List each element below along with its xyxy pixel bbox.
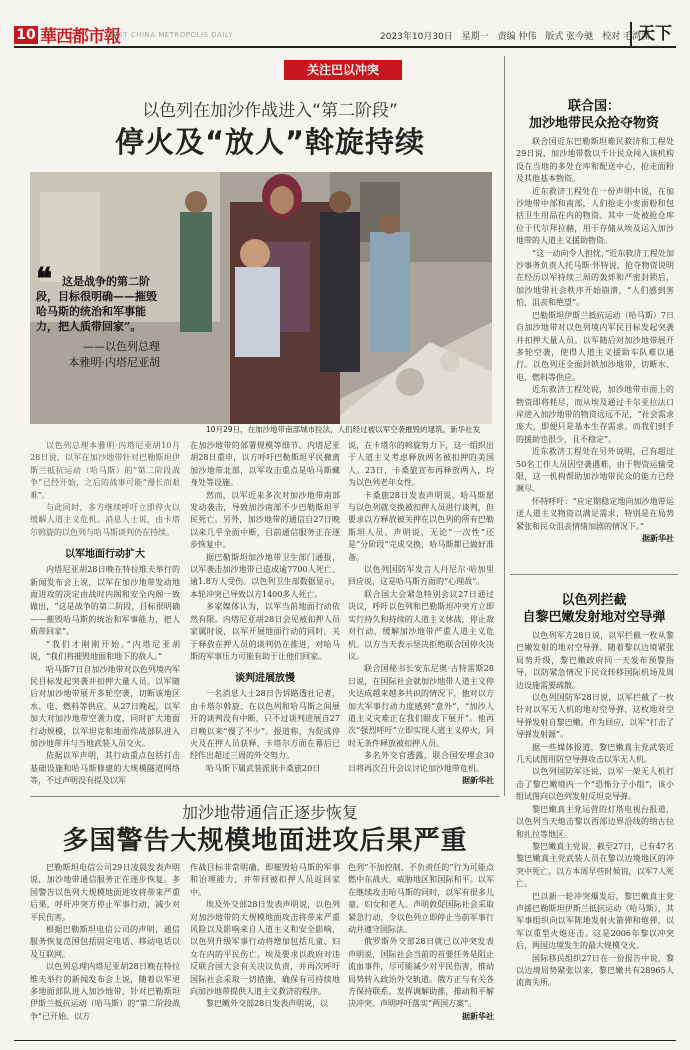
story2-source: 据新华社 [462,1011,494,1021]
paragraph: 根据巴勒斯坦电信公司的声明，通信服务恢复范围包括固定电话、移动电话以及互联网。 [30,925,180,959]
paragraph: “我们才刚刚开始。”内塔尼亚胡说，“我们将摧毁地面和地下的敌人。” [30,639,180,662]
photo-caption: 10月29日，在加沙地带南部城市拉法，人们经过被以军空袭摧毁的建筑。新华社发 [206,425,481,434]
pull-quote-attribution-2: 本雅明·内塔尼亚胡 [68,356,160,369]
paragraph: 哈马斯下属武装派别卡桑旅20日 [206,763,321,773]
story-r1-source: 据新华社 [642,534,674,543]
paragraph: 黎巴嫩真主党运营的灯塔电视台报道，以色列当天炮击黎以西部边界沿线的纳古拉和扎拉等地区。 [516,804,674,839]
paragraph: 以色列国防军发言人丹尼尔·哈加里回应说，这是哈马斯方面的“心理战”。 [348,565,494,587]
story1-subhead: 以色列在加沙作战进入“第二阶段” [142,101,398,121]
paragraph: 怀特呼吁：“应定期稳定地向加沙地带运送人道主义物资以满足需求，特别是在局势紧张和民众沮丧情绪加剧的情况下。” [516,496,674,531]
paragraph: 依据以军声明，其行动重点包括打击基础设施和哈马斯修建的大规模隧道网络等，不过声明没有提及以军 [30,751,180,786]
kicker-label: 关注巴以冲突 [284,60,402,80]
editor-credit: 责编 仲伟 [497,32,537,42]
paragraph: “这一动向令人担忧，”近东救济工程处加沙事务负责人托马斯·怀特说，抢夺物资说明在经历以军持续三周的轰炸和严密封锁后，加沙地带社会秩序开始崩溃，“人们感到害怕、沮丧和绝望”。 [516,248,674,308]
paragraph: 近东救济工程处说，加沙地带市面上的物资即将耗尽，而从埃及通过卡尔亚拉法口岸进入加沙地带的物资远远不足，“社会需求庞大，即便只是基本生存需求。而我们到手的援助也很少，且不稳定”。 [516,385,674,444]
paragraph: 以色列总理内塔尼亚胡28日晚在特拉维夫举行的新闻发布会上说，随着以军更多地面部队进入加沙地带，针对巴勒斯坦伊斯兰抵抗运动（哈马斯）的“第二阶段战争”已开始。以方 [30,962,180,1021]
paragraph: 巴以新一轮冲突爆发后，黎巴嫩真主党声援巴勒斯坦伊斯兰抵抗运动（哈马斯），其军事组织向以军陈地发射火箭弹和炮弹，以军以重型火炮还击。这是2006年黎以冲突后，两国边境发生的最大规模交火。 [516,891,674,951]
story1-subsection-talks: 谈判进展放慢 [235,673,295,685]
paragraph: 以色列军方28日说，以军拦截一枚从黎巴嫩发射的地对空导弹。随着黎以边境紧张局势升级，黎巴嫩政府同一天发布预警指导，以防紧急情况下民众转移国际机场及周边设施需要疏散。 [516,631,674,690]
brand-english: WEST CHINA METROPOLIS DAILY [106,31,234,39]
story-r1-title [512,98,676,132]
paragraph: 一名消息人士28日告诉路透社记者，由卡塔尔斡旋、在以色列和哈马斯之间展开的谈判没有中断，只不过谈判进展自27日晚以来“慢了不少”。报道称，为促成停火及在押人员获释，卡塔尔方面在幕后已经作出超过三周的外交努力。 [190,689,340,761]
paragraph: 近东救济工程处在另外说明，已有超过50名工作人员因空袭遇难，由于物资运输受限，这一机构帮助加沙地带民众的能力已经濒尽。 [516,447,674,494]
pull-quote [36,274,160,370]
paragraph: 以色列国防军28日说，以军拦截了一枚针对以军无人机的地对空导弹，这枚地对空导弹发射自黎巴嫩。作为回应，以军“打击了导弹发射源”。 [516,693,674,740]
story1-column-2 [190,440,340,796]
issue-date: 2023年10月30日 [380,32,453,42]
story1-column-3 [348,440,494,796]
paragraph: 联合国大会紧急特别会议27日通过决议，呼吁以色列和巴勒斯坦冲突方立即实行持久和持续的人道主义休战，停止敌对行动，缓解加沙地带严重人道主义危机。以方当天表示坚决拒绝联合国停火决议。 [348,589,494,661]
story-r2-title-line2: 自黎巴嫩发射地对空导弹 [522,610,666,625]
paragraph: 多家媒体认为，以军当前地面行动依然有限。内塔尼亚胡28日会见被扣押人员家属时说，以军开展地面行动的同时，关于释放在押人员的谈判仍在推进，对哈马斯的军事压力可能有助于让他们回家。 [190,602,340,661]
paragraph: 黎巴嫩外交部28日发表声明说，以 [206,999,329,1009]
story-divider [30,796,500,797]
story-r1-title-line2: 加沙地带民众抢夺物资 [528,116,659,131]
paragraph: 多名外交官透露，联合国安理会30日将再次召开会议讨论加沙地带危机。 [348,751,494,773]
story1-headline: 停火及“放人”斡旋持续 [114,125,426,159]
paragraph: 近东救济工程处在一份声明中说，在加沙地带中部和南部，人们抢走小麦面粉和包括卫生用品在内的物资。其中一处被抢仓库位于代尔拜拉赫，用于存储从埃及运入加沙地带的人道主义援助物资。 [516,186,674,246]
paragraph: 国际移民组织27日在一份报告中说，黎以边境局势紧张以来，黎巴嫩共有28965人流离失所。 [516,953,674,988]
story-r2-title [512,592,676,626]
paragraph: 巴勒斯坦电信公司29日凌晨发表声明说，加沙地带通信服务正在逐步恢复。多国警告以色列大规模地面进攻将带来严重后果，呼吁冲突方停止军事行动，减少对平民伤害。 [30,863,180,922]
paragraph: 作战目标非常明确，即摧毁哈马斯的军事和治理能力，并带回被扣押人员返回家中。 [190,863,340,897]
paragraph: 在加沙地带的部署规模等细节。内塔尼亚胡28日重申，以方呼吁巴勒斯坦平民撤离加沙地带北部，以军攻击重点是哈马斯藏身处等设施。 [190,441,340,488]
story1-column-1 [30,440,180,796]
designer-credit: 版式 张今驰 [545,32,594,42]
story1-lead: 以色列总理本雅明·内塔尼亚胡10月28日说，以军在加沙地带针对巴勒斯坦伊斯兰抵抗运动（哈马斯）的“第二阶段战争”已经开始，之后的战事可能“漫长而艰难”。 [30,441,180,500]
story1-source: 据新华社 [462,775,494,785]
paragraph: 据一些媒体报道，黎巴嫩真主党武装近几天试图用防空导弹攻击以军无人机。 [516,742,674,765]
paragraph: 说，在卡塔尔的斡旋努力下，这一组织出于人道主义考虑释放两名被扣押的美国人。23日，卡桑旅宣布再释放两人，均为以色列老年女性。 [348,441,494,488]
story2-column-3 [348,862,494,1034]
paragraph: 哈马斯7日自加沙地带对以色列境内军民目标发起突袭并扣押大量人员。以军随后对加沙地带展开多轮空袭，切断该地区水、电、燃料等供应。从27日晚起，以军加大对加沙地带空袭力度，同时扩大地面行动规模，以军坦克和地面作战部队进入加沙地带并与当地武装人员交火。 [30,664,180,748]
paragraph: 以色列国防军还说，以军一架无人机打击了黎巴嫩境内一个“恐怖分子小组”，该小组试图向以色列发射反坦克导弹。 [516,767,674,802]
masthead [0,0,690,47]
paragraph: 色列“不加控制、不负责任的”行为可能点燃中东战火，威胁地区和国际和平。以军在继续攻击哈马斯的同时，以军有很多儿童、妇女和老人。声明敦促国际社会采取紧急行动，令以色列立即停止当前军事行动并遵守国际法。 [348,863,494,935]
story1-lead-2: 与此同时，多方继续呼吁立即停火以缓解人道主义危机。消息人士说，由卡塔尔斡旋的以色列与哈马斯谈判仍在持续。 [30,503,180,537]
paragraph: 卡桑旅28日发表声明说，哈马斯愿与以色列就交换被扣押人员进行谈判，但要求以方释放被关押在以色列的所有巴勒斯坦人员。声明说，无论“一次性”还是“分阶段”完成交换，哈马斯都已做好准备。 [348,490,494,562]
section-name: 天下 [630,22,678,46]
paragraph: 黎巴嫩真主党说，截至27日，已有47名黎巴嫩真主党武装人员在黎以边境地区的冲突中死亡。以方本周早些时候说，以军7人死亡。 [516,841,674,889]
story2-headline: 多国警告大规模地面进攻后果严重 [62,826,468,856]
paragraph: 内塔尼亚胡28日晚在特拉维夫举行的新闻发布会上说，以军在加沙地带发动地面进攻的决定由战时内阁和安全内阁一致做出，“这是战争的第二阶段，目标很明确——摧毁哈马斯的统治和军事能力，把人质带回家”。 [30,565,180,637]
story1-subsection-expand: 以军地面行动扩大 [65,549,145,561]
story-r1-title-line1: 联合国： [567,99,620,114]
story-r2-title-line1: 以色列拦截 [561,593,627,608]
paragraph: 俄罗斯外交部28日就已以冲突发表声明说，国际社会当前的首要任务是阻止流血事件，尽可能减少对平民伤害，推动局势转入政治外交轨道。俄方正与有关各方保持联系，发挥调解助推，推动和平解决冲突。声明呼吁落实“两国方案”。 [348,937,494,1009]
story-r2-body [516,630,674,1034]
masthead-info [380,29,656,42]
pull-quote-text: 这是战争的第二阶段，目标很明确——摧毁哈马斯的统治和军事能力，把人质带回家”。 [36,275,157,333]
quote-mark-icon: ❝ [36,262,53,297]
pull-quote-attribution-1: ——以色列总理 [83,340,160,353]
story2-column-1 [30,862,180,1034]
column-divider [504,56,505,796]
paragraph: 巴勒斯坦伊斯兰抵抗运动（哈马斯）7日自加沙地带对以色列境内军民目标发起突袭并扣押大量人员。以军随后对加沙地带展开多轮空袭，使得人道主义援助车队难以通行。以色列还全面封锁加沙地带，切断水、电、燃料等供应。 [516,310,674,382]
story2-column-2 [190,862,340,1034]
page-bottom-rule [14,1040,676,1041]
brand-logo: 華西都市報 [40,27,120,47]
paragraph: 埃及外交部28日发表声明说，以色列对加沙地带的大规模地面攻击将带来严重风险以及影响来自人道主义和安全影响，以色列升级军事行动将增加包括儿童、妇女在内的平民伤亡。埃及要求以政府对违反联合国大会有关决议负责，并再次呼吁国际社会采取一切措施，确保有可持续地向加沙地带提供人道主义救济的程序。 [190,900,340,997]
issue-weekday: 星期一 [461,32,489,42]
paragraph: 联合国秘书长安东尼奥·古特雷斯28日说，在国际社会就加沙地带人道主义停火达成越来越多共识的情况下，他对以方加大军事行动力度感到“意外”，“加沙人道主义灾难正在我们眼皮下展开”。他再次“强烈呼吁”立即实现人道主义停火，同时无条件释放被扣押人员。 [348,664,494,748]
story2-subhead: 加沙地带通信正逐步恢复 [181,803,358,822]
proofreader-credit: 校对 毛湾渊 [602,32,650,42]
masthead-rule [14,46,676,48]
story-r1-body [516,136,674,568]
paragraph: 据巴勒斯坦加沙地带卫生部门通报，以军袭击加沙地带已造成逾7700人死亡、逾1.8万人受伤。以色列卫生部数据显示，本轮冲突已导致以方1400多人死亡。 [190,552,340,599]
page-number: 10 [14,26,38,44]
section-divider [510,574,678,575]
paragraph: 联合国近东巴勒斯坦难民救济和工程处29日说，加沙地带数以千计民众闯入该机构设在当地的多处仓库和配送中心，抢走面粉及其他基本物资。 [516,137,674,184]
paragraph: 然而，以军近来多次对加沙地带南部发动袭击，导致加沙南部不少巴勒斯坦平民死亡。另外，加沙地带的通信自27日晚以来几乎全面中断，目前通信服务正在逐步恢复中。 [190,490,340,550]
